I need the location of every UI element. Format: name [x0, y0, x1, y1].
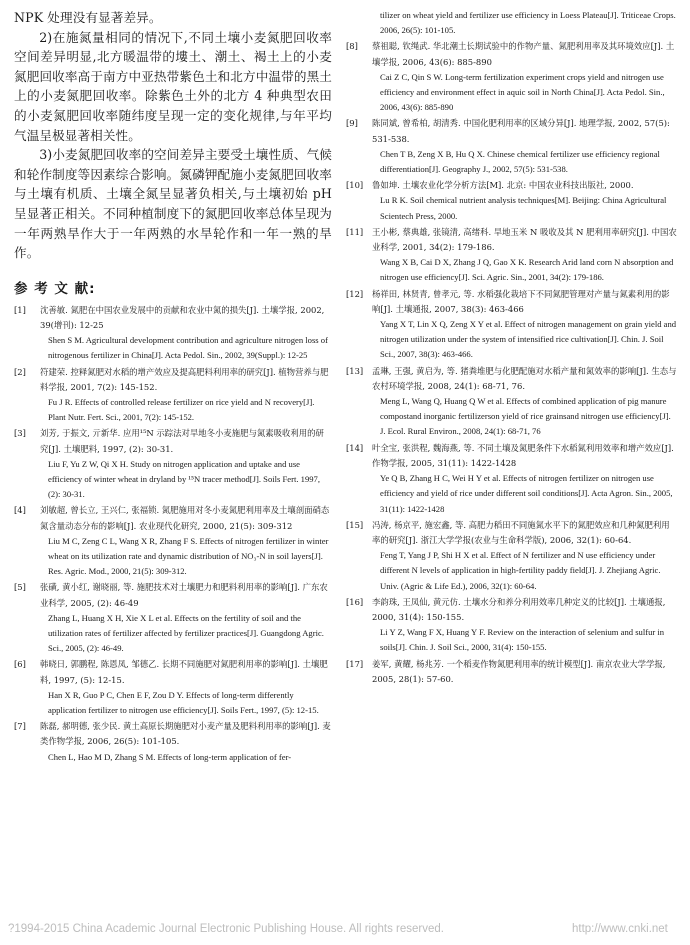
reference-body [372, 657, 678, 687]
reference-english: Li Y Z, Wang F X, Huang Y F. Review on the interaction of selenium and sulfur in soils[J]. Chin. J. Soil Sci., 2000, 31(4): 150-155. [380, 627, 665, 653]
cnki-url[interactable]: http://www.cnki.net [572, 923, 668, 935]
reference-english: Liu F, Yu Z W, Qi X H. Study on nitrogen application and uptake and use efficiency of winter wheat in dryland by ¹⁵N tracer method[J]. Soils Fert. 1997, (2): 30-31. [48, 458, 320, 500]
reference-number: [12] [346, 288, 364, 299]
reference-item [346, 364, 678, 440]
reference-english: Fu J R. Effects of controlled release fertilizer on rice yield and N recovery[J]. Plant Nutr. Fert. Sci., 2001, 7(2): 145-152. [48, 396, 315, 423]
reference-body [372, 116, 678, 177]
reference-body [372, 8, 678, 38]
reference-body [372, 287, 678, 363]
reference-number: [2] [14, 366, 26, 377]
reference-number: [3] [14, 428, 26, 439]
reference-english: Zhang L, Huang X H, Xie X L et al. Effects on the fertility of soil and the utilization rates of fertilizer affected by fertilizer practices[J]. Guangdong Agric. Sci., 2005, (2): 46-49. [48, 612, 324, 654]
reference-chinese: 沈善敏. 氮肥在中国农业发展中的贡献和农业中氮的损失[J]. 土壤学报, 2002, 39(增刊): 12-25 [40, 304, 325, 330]
body-paragraph: NPK 处理没有显著差异。 [14, 10, 162, 25]
body-text [14, 8, 332, 263]
reference-body [40, 365, 332, 426]
reference-english: Lu R K. Soil chemical nutrient analysis techniques[M]. Beijing: China Agricultural Scientech Press, 2000. [380, 195, 667, 221]
reference-english: Wang X B, Cai D X, Zhang J Q, Gao X K. Research Arid land corn N absorption and nitrogen use efficiency[J]. Sci. Agric. Sin., 2001, 34(2): 179-186. [380, 257, 674, 283]
reference-english: Meng L, Wang Q, Huang Q W et al. Effects of combined application of pig manure compostand inorganic fertilizerson yield of rice grainsand nitrogen use efficiency[J]. J. Ecol. Rural Environ., 2008, 24(1): 68-71, 76 [380, 396, 671, 437]
reference-chinese: 蔡祖聪, 钦绳武. 华北潮土长期试验中的作物产量、氮肥利用率及其环境效应[J]. 土壤学报, 2006, 43(6): 885-890 [372, 41, 675, 67]
reference-number: [7] [14, 721, 26, 732]
reference-item [346, 8, 678, 38]
reference-number [346, 8, 372, 38]
reference-body [372, 441, 678, 517]
reference-item [346, 657, 678, 687]
reference-item [14, 580, 332, 656]
reference-english: Han X R, Guo P C, Chen E F, Zou D Y. Effects of long-term differently application fertilizer to nitrogen use efficiency[J]. Soils Fert., 1997, (5): 12-15. [48, 689, 319, 715]
reference-item [346, 595, 678, 656]
references-heading: 参 考 文 献: [14, 280, 96, 297]
reference-body [40, 657, 332, 718]
reference-number: [14] [346, 442, 364, 453]
reference-english: Chen L, Hao M D, Zhang S M. Effects of long-term application of fer- [48, 751, 292, 762]
reference-body [372, 225, 678, 286]
reference-english: Chen T B, Zeng X B, Hu Q X. Chinese chemical fertilizer use efficiency regional differentiation[J]. Geography J., 2002, 57(5): 531-538. [380, 148, 660, 175]
reference-item [14, 719, 332, 765]
reference-chinese: 冯涛, 杨京平, 施宏鑫, 等. 高肥力稻田不同施氮水平下的氮肥效应和几种氮肥利用率的研究[J]. 浙江大学学报(农业与生命科学版), 2006, 32(1): 60-64. [372, 519, 670, 545]
reference-number: [5] [14, 582, 26, 593]
reference-chinese: 杨祥田, 林贤青, 曾孝元, 等. 水稻强化栽培下不同氮肥管理对产量与氮素利用的影响[J]. 土壤通报, 2007, 38(3): 463-466 [372, 288, 670, 314]
reference-item [346, 518, 678, 594]
reference-item [14, 365, 332, 426]
copyright-watermark: ?1994-2015 China Academic Journal Electronic Publishing House. All rights reserved. [8, 923, 444, 935]
reference-body [372, 364, 678, 440]
reference-english: Shen S M. Agricultural development contribution and agriculture nitrogen loss of nitrogenous fertilizer in China[J]. Acta Pedol. Sin., 2002, 39(Suppl.): 12-25 [48, 335, 328, 361]
reference-chinese: 张磺, 黄小红, 谢晓丽, 等. 施肥技术对土壤肥力和肥料利用率的影响[J]. 广东农业科学, 2005, (2): 46-49 [40, 582, 328, 608]
reference-chinese: 韩晓日, 郭鹏程, 陈恩凤, 邹德乙. 长期不同施肥对氮肥利用率的影响[J]. 土壤肥料, 1997, (5): 12-15. [40, 659, 328, 685]
reference-number: [16] [346, 596, 364, 607]
reference-body [40, 580, 332, 656]
reference-number: [13] [346, 365, 364, 376]
reference-english: Ye Q B, Zhang H C, Wei H Y et al. Effects of nitrogen fertilizer on nitrogen use efficiency and yield of rice under different soil conditions[J]. Acta Agron. Sin., 2005, 31(11): 1422-1428 [380, 473, 673, 514]
reference-body [372, 178, 678, 224]
reference-item [346, 39, 678, 115]
reference-number: [11] [346, 226, 364, 237]
reference-item [346, 287, 678, 363]
reference-chinese: 姜军, 黄耀, 杨兆芳. 一个稻麦作物氮肥利用率的统计模型[J]. 南京农业大学学报, 2005, 28(1): 57-60. [372, 658, 666, 684]
reference-chinese: 符建荣. 控释氮肥对水稻的增产效应及提高肥料利用率的研究[J]. 植物营养与肥料学报, 2001, 7(2): 145-152. [40, 366, 329, 392]
reference-item [346, 178, 678, 224]
reference-chinese: 王小彬, 蔡典雄, 张镜清, 高绪科. 旱地玉米 N 吸收及其 N 肥利用率研究[J]. 中国农业科学, 2001, 34(2): 179-186. [372, 226, 677, 253]
reference-number: [8] [346, 41, 358, 52]
reference-english: Liu M C, Zeng C L, Wang X R, Zhang F S. Effects of nitrogen fertilizer in winter wheat on its utilization rate and dynamic distribution of NO₃-N in soil layers[J]. Res. Agric. Mod., 2000, 21(5): 309-312. [48, 535, 329, 577]
reference-body [372, 595, 678, 656]
reference-body [40, 719, 332, 765]
reference-chinese: 陈同斌, 曾希柏, 胡清秀. 中国化肥利用率的区域分异[J]. 地理学报, 2002, 57(5): 531-538. [372, 118, 670, 144]
reference-number: [9] [346, 118, 358, 129]
reference-chinese: 刘敏超, 曾长立, 王兴仁, 张福锁. 氮肥施用对冬小麦氮肥利用率及土壤剖面硝态氮含量动态分布的影响[J]. 农业现代化研究, 2000, 21(5): 309-312 [40, 505, 330, 531]
reference-number: [4] [14, 505, 26, 516]
reference-chinese: 鲁如坤. 土壤农业化学分析方法[M]. 北京: 中国农业科技出版社, 2000. [372, 180, 634, 191]
reference-body [372, 518, 678, 594]
reference-item [346, 441, 678, 517]
references-list-left [14, 303, 332, 765]
references-list-right [346, 8, 678, 687]
body-paragraph: 2)在施氮量相同的情况下,不同土壤小麦氮肥回收率空间差异明显,北方暖温带的塿土、潮土、褐土上的小麦氮肥回收率高于南方中亚热带紫色土和北方中温带的黑土上的小麦氮肥回收率。除紫色土外的北方 4 种典型农田的小麦氮肥回收率随纬度呈现一定的变化规律,与年平均气温呈极显著相关性。 [14, 29, 332, 143]
reference-number: [6] [14, 659, 26, 670]
reference-english: Feng T, Yang J P, Shi H X et al. Effect of N fertilizer and N use efficiency under different N levels of application in high-fertility paddy field[J]. J. Zhejiang Agric. Univ. (Agric & Life Ed.), 2006, 32(1): 60-64. [380, 550, 661, 591]
reference-item [14, 503, 332, 579]
reference-number: [10] [346, 180, 364, 191]
body-paragraph: 3)小麦氮肥回收率的空间差异主要受土壤性质、气候和轮作制度等因素综合影响。氮磷钾配施小麦氮肥回收率与土壤有机质、土壤全氮呈显著负相关,与土壤初始 pH 呈显著正相关。不同种植制度下的氮肥回收率总体呈现为一年两熟旱作大于一年两熟的水旱轮作和一年一熟的旱作。 [14, 147, 332, 261]
page-footer [0, 923, 690, 941]
reference-body [40, 426, 332, 502]
reference-english: Yang X T, Lin X Q, Zeng X Y et al. Effect of nitrogen management on grain yield and nitrogen utilization under the system of intensified rice cultivation[J]. Chin. J. Soil Sci., 2007, 38(3): 463-466. [380, 319, 677, 360]
reference-chinese: 叶全宝, 张洪程, 魏海燕, 等. 不同土壤及氮肥条件下水稻氮利用效率和增产效应[J]. 作物学报, 2005, 31(11): 1422-1428 [372, 442, 674, 468]
reference-item [346, 116, 678, 177]
reference-english: Cai Z C, Qin S W. Long-term fertilization experiment crops yield and nitrogen use efficiency and environment effect in aquic soil in North China[J]. Acta Pedol. Sin., 2006, 43(6): 885-890 [380, 71, 665, 113]
reference-chinese: 刘芳, 于振文, 亓新华. 应用¹⁵N 示踪法对旱地冬小麦施肥与氮素吸收利用的研究[J]. 土壤肥料, 1997, (2): 30-31. [40, 428, 324, 454]
reference-body [40, 303, 332, 364]
reference-body [372, 39, 678, 115]
reference-number: [15] [346, 519, 364, 530]
right-column [346, 8, 678, 923]
reference-chinese: 李韵珠, 王凤仙, 黄元仿. 土壤水分和养分利用效率几种定义的比较[J]. 土壤通报, 2000, 31(4): 150-155. [372, 596, 666, 622]
reference-chinese: 陈磊, 郝明德, 张少民. 黄土高原长期施肥对小麦产量及肥料利用率的影响[J]. 麦类作物学报, 2006, 26(5): 101-105. [40, 721, 331, 747]
reference-item [14, 303, 332, 364]
reference-item [346, 225, 678, 286]
left-column [14, 8, 332, 923]
reference-number: [1] [14, 304, 26, 315]
reference-continuation: tilizer on wheat yield and fertilizer use efficiency in Loess Plateau[J]. Triticeae Crops. 2006, 26(5): 101-105. [380, 10, 676, 36]
reference-number: [17] [346, 658, 364, 669]
reference-body [40, 503, 332, 579]
reference-item [14, 657, 332, 718]
reference-item [14, 426, 332, 502]
reference-chinese: 孟琳, 王强, 黄启为, 等. 猪粪堆肥与化肥配施对水稻产量和氮效率的影响[J]. 生态与农村环境学报, 2008, 24(1): 68-71, 76. [372, 365, 677, 391]
